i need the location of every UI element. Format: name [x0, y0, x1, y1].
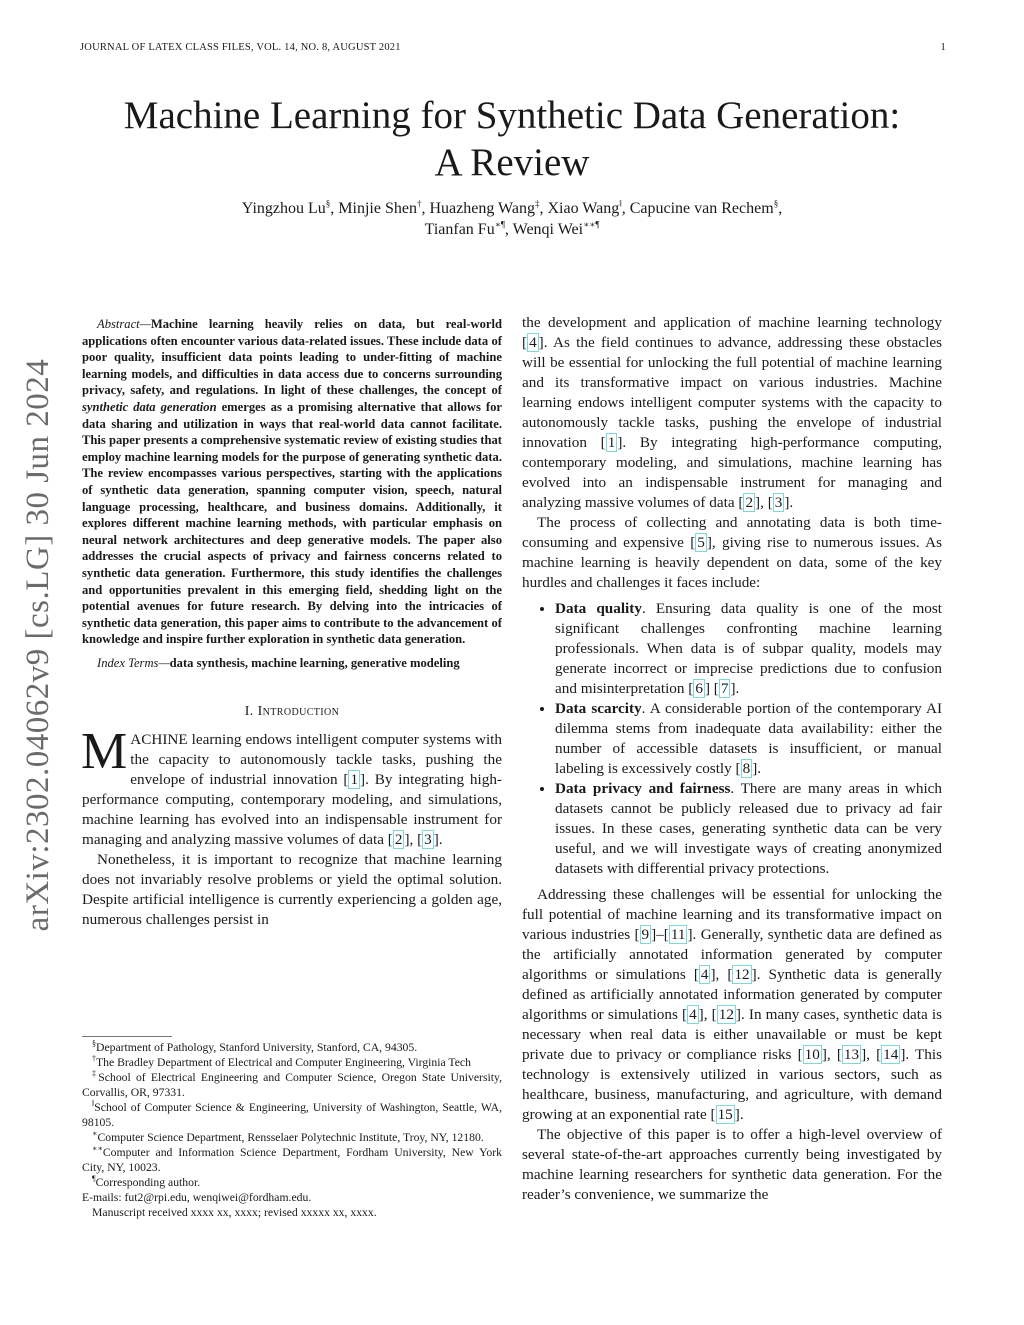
paragraph-text: . This technology is extensively utilized in various sectors, such as healthcare, business, manufacturing, and agriculture, with demand growing at an exponential rate: [522, 1046, 943, 1123]
citation-number[interactable]: 3: [424, 831, 432, 849]
citation-number[interactable]: 1: [607, 434, 616, 451]
footnote-emails: E-mails: fut2@rpi.edu, wenqiwei@fordham.edu.: [82, 1191, 312, 1204]
footnote: [82, 1040, 502, 1055]
footnote-text: School of Computer Science & Engineering, University of Washington, Seattle, WA, 98105.: [82, 1101, 502, 1129]
paragraph-text: Nonetheless, it is important to recognize that machine learning does not invariably resolve problems or yield the optimal solution. Despite artificial intelligence is currently experiencing a golden age, numerous challenges persist in: [82, 851, 502, 929]
citation-link[interactable]: [ 12 ]: [727, 966, 757, 983]
citation-number[interactable]: 8: [742, 760, 751, 777]
citation-link[interactable]: [ 3 ]: [767, 494, 790, 511]
separator: ,: [715, 966, 728, 983]
abstract-emphasis: synthetic data generation: [82, 399, 217, 414]
paragraph-text: . By integrating high-performance computing, contemporary modeling, and simulations, machine learning has evolved into an indispensable instrument for managing and analyzing massive volumes of data: [522, 434, 942, 511]
citation-number[interactable]: 2: [745, 494, 754, 511]
footnote-mark: ‡: [92, 1069, 99, 1079]
list-item-title: Data quality: [555, 600, 642, 617]
citation-number[interactable]: 2: [394, 831, 403, 849]
footnote-mark: ¶: [92, 1174, 96, 1184]
paragraph-text: Addressing these challenges will be essential for unlocking the full potential of machine learning and its transformative impact on various industries: [522, 886, 942, 943]
citation-link[interactable]: [ 10 ]: [797, 1046, 827, 1063]
footnote: [82, 1100, 502, 1130]
citation-number[interactable]: 10: [804, 1046, 820, 1063]
section-heading: [82, 704, 502, 720]
abstract-label: Abstract—: [97, 317, 151, 331]
list-item-text: . Ensuring data quality is one of the most significant challenges confronting machine learning professionals. When data is of subpar quality, models may generate incorrect or imprecise predictions due to confusion and misinterpretation: [555, 600, 942, 697]
citation-link[interactable]: [ 9 ]: [634, 926, 657, 943]
citation-link[interactable]: [ 13 ]: [836, 1046, 867, 1063]
citation-number[interactable]: 4: [700, 966, 709, 983]
citation-number[interactable]: 14: [883, 1046, 899, 1063]
abstract-text-2: emerges as a promising alternative that allows for data sharing and utilization in ways that real-world data cannot facilitate. This paper presents a comprehensive systematic review of existing studies that employ machine learning models for the purpose of generating synthetic data. The review encompasses various perspectives, starting with the applications of synthetic data generation, spanning computer vision, speech, natural language processing, healthcare, and business domains. Additionally, it explores different machine learning methods, with particular emphasis on neural network architectures and deep generative models. The paper also addresses the crucial aspects of privacy and fairness concerns related to synthetic data generation. Furthermore, this study identifies the challenges and opportunities prevalent in this emerging field, shedding light on the potential avenues for future research. By delving into the intricacies of synthetic data generation, this paper aims to contribute to the advancement of knowledge and inspire further exploration in synthetic data generation.: [82, 399, 502, 647]
punctuation: .: [438, 831, 443, 849]
paragraph: [522, 513, 942, 593]
index-terms: [82, 655, 502, 672]
author: Minjie Shen: [338, 200, 417, 217]
footnote: [82, 1070, 502, 1100]
challenge-list: [522, 599, 942, 879]
list-item-title: Data privacy and fairness: [555, 780, 731, 797]
list-item: [555, 699, 942, 779]
list-item-title: Data scarcity: [555, 700, 642, 717]
citation-link[interactable]: [ 2 ]: [387, 831, 410, 849]
citation-link[interactable]: [ 14 ]: [876, 1046, 906, 1063]
list-item-text: . A considerable portion of the contemporary AI dilemma stems from inadequate data availability: either the number of accessible datasets is insufficient, or manual labeling is excessively costly: [555, 700, 942, 777]
abstract: [82, 316, 502, 671]
abstract-text-1: Machine learning heavily relies on data, but real-world applications often encounter various data-related issues. These include data of poor quality, insufficient data points leading to under-fitting of machine learning models, and difficulties in data access due to concerns surrounding privacy, safety, and regulations. In light of these challenges, the concept of: [82, 317, 502, 398]
footnote-text: Department of Pathology, Stanford University, Stanford, CA, 94305.: [96, 1041, 418, 1054]
paragraph: [522, 1125, 942, 1205]
footnote-rule: [82, 1036, 172, 1037]
footnote-manuscript: Manuscript received xxxx xx, xxxx; revised xxxxx xx, xxxx.: [92, 1206, 377, 1219]
citation-link[interactable]: [ 1 ]: [600, 434, 623, 451]
introduction-body: [81, 723, 502, 930]
citation-number[interactable]: 12: [734, 966, 750, 983]
author-list: Yingzhou Lu§, Minjie Shen†, Huazheng Wang‡, Xiao Wang‖, Capucine van Rechem§, Tianfan Fu∗¶, Wenqi Wei∗∗¶: [241, 198, 783, 238]
paragraph-text: . By integrating high-performance computing, contemporary modeling, and simulations, machine learning has evolved into an indispensable instrument for managing and analyzing massive volumes of data: [82, 771, 502, 849]
dropcap: M: [81, 723, 128, 781]
author: Tianfan Fu: [424, 221, 495, 238]
footnote-text: Computer Science Department, Rensselaer Polytechnic Institute, Troy, NY, 12180.: [97, 1131, 484, 1144]
separator: ,: [866, 1046, 877, 1063]
citation-link[interactable]: [ 8 ]: [735, 760, 758, 777]
affiliation-mark: §: [325, 198, 331, 209]
paragraph-text: . Generally, synthetic data are defined as the artificially annotated information generated by computer algorithms or simulations: [522, 926, 942, 983]
author: Capucine van Rechem: [629, 200, 774, 217]
footnote-text: Computer and Information Science Department, Fordham University, New York City, NY, 10023.: [82, 1146, 502, 1174]
footnote-mark: ‖: [92, 1099, 95, 1109]
affiliation-mark: ∗∗¶: [583, 219, 600, 230]
citation-link[interactable]: [ 4 ]: [682, 1006, 704, 1023]
paragraph: [522, 313, 942, 513]
punctuation: .: [735, 680, 740, 697]
citation-link[interactable]: [ 3 ]: [417, 831, 439, 849]
footnote-text: Corresponding author.: [95, 1176, 201, 1189]
affiliation-mark: †: [416, 198, 422, 209]
author: Xiao Wang: [547, 200, 620, 217]
affiliation-mark: ‖: [619, 198, 622, 209]
footnote: [82, 1175, 502, 1190]
citation-number[interactable]: 6: [695, 680, 703, 697]
citation-number[interactable]: 4: [689, 1006, 697, 1023]
citation-number[interactable]: 7: [720, 680, 729, 697]
footnote: [82, 1145, 502, 1175]
list-item: [555, 599, 942, 699]
footnotes: [82, 1040, 502, 1220]
paragraph: [522, 885, 942, 1125]
paragraph: [82, 850, 502, 930]
footnote-mark: †: [92, 1054, 96, 1064]
citation-number[interactable]: 1: [350, 771, 359, 789]
paragraph-text: The process of collecting and annotating data is both time-consuming and expensive: [522, 514, 942, 551]
punctuation: .: [789, 494, 794, 511]
citation-number[interactable]: 3: [774, 494, 783, 511]
paragraph-text: ACHINE learning endows intelligent computer systems with the capacity to autonomously tackle tasks, pushing the envelope of industrial innovation: [130, 731, 502, 789]
citation-link[interactable]: [ 11 ]: [663, 926, 693, 943]
arxiv-identifier[interactable]: arXiv:2302.04062v9 [cs.LG] 30 Jun 2024: [20, 358, 56, 932]
citation-number[interactable]: 5: [697, 534, 705, 551]
paragraph-text: . As the field continues to advance, addressing these obstacles will be essential for unlocking the full potential of machine learning and its transformative impact on various industries. Machine learning endows intelligent computer systems with the capacity to autonomously tackle tasks, pushing the envelope of industrial innovation: [522, 334, 942, 451]
footnote-text: The Bradley Department of Electrical and Computer Engineering, Virginia Tech: [96, 1056, 471, 1069]
author: Yingzhou Lu: [241, 200, 326, 217]
author: Huazheng Wang: [429, 200, 535, 217]
citation-number[interactable]: 12: [718, 1006, 734, 1023]
footnote: [82, 1055, 502, 1070]
citation-link[interactable]: [ 12 ]: [711, 1006, 741, 1023]
citation-link[interactable]: [ 7 ]: [713, 680, 736, 697]
running-head: [80, 42, 946, 53]
list-item: [555, 779, 942, 879]
paper-title: [60, 92, 964, 186]
separator: ,: [760, 494, 768, 511]
paragraph-text: , giving rise to numerous issues. As machine learning is heavily dependent on data, some of the key hurdles and challenges it faces include:: [522, 534, 943, 591]
paragraph: [81, 723, 502, 850]
left-column: [82, 316, 502, 930]
separator: –: [656, 926, 664, 943]
citation-number[interactable]: 15: [717, 1106, 733, 1123]
separator: ,: [703, 1006, 712, 1023]
citation-number[interactable]: 13: [843, 1046, 860, 1063]
citation-number[interactable]: 11: [670, 926, 686, 943]
right-column: [522, 313, 942, 1205]
page-number: 1: [940, 42, 946, 53]
paragraph-text: . Synthetic data is generally defined as artificially annotated information generated by computer algorithms or simulations: [522, 966, 943, 1023]
citation-number[interactable]: 4: [529, 334, 537, 351]
citation-link[interactable]: [ 5 ]: [690, 534, 712, 551]
title-line-1: Machine Learning for Synthetic Data Generation:: [123, 94, 901, 137]
section-title: Introduction: [257, 704, 340, 720]
paragraph-text: the development and application of machine learning technology: [522, 314, 942, 331]
paragraph-text: The objective of this paper is to offer a high-level overview of several state-of-the-art approaches currently being investigated by machine learning researchers for synthetic data generation. For the reader’s convenience, we summarize the: [522, 1126, 942, 1203]
separator: ,: [409, 831, 418, 849]
citation-link[interactable]: [ 15 ]: [710, 1106, 740, 1123]
separator: ,: [826, 1046, 837, 1063]
footnote-mark: ∗: [92, 1129, 98, 1139]
punctuation: .: [739, 1106, 744, 1123]
citation-link[interactable]: [ 1 ]: [343, 771, 366, 789]
footnote-mark: ∗∗: [92, 1144, 103, 1154]
affiliation-mark: §: [773, 198, 779, 209]
footnote-mark: §: [92, 1039, 96, 1049]
index-terms-text: data synthesis, machine learning, generative modeling: [169, 655, 460, 670]
affiliation-mark: ‡: [534, 198, 540, 209]
citation-link[interactable]: [ 6 ]: [688, 680, 710, 697]
author: Wenqi Wei: [512, 221, 584, 238]
citation-number[interactable]: 9: [641, 926, 650, 943]
punctuation: .: [757, 760, 762, 777]
section-numeral: I.: [244, 704, 258, 720]
affiliation-mark: ∗¶: [494, 219, 505, 230]
footnote-text: School of Electrical Engineering and Computer Science, Oregon State University, Corvallis, OR, 97331.: [82, 1071, 502, 1099]
citation-link[interactable]: [ 4 ]: [693, 966, 716, 983]
paragraph-text: . In many cases, synthetic data is necessary when real data is either unavailable or must be kept private due to privacy or compliance risks: [522, 1006, 942, 1063]
citation-link[interactable]: [ 2 ]: [738, 494, 761, 511]
footnote: [82, 1130, 502, 1145]
title-line-2: A Review: [434, 141, 590, 184]
list-item-text: . There are many areas in which datasets cannot be publicly released due to privacy ad fair issues. In these cases, generating synthetic data can be very useful, and we will investigate ways of creating anonymized datasets with differential privacy protections.: [555, 780, 942, 877]
citation-link[interactable]: [ 4 ]: [522, 334, 544, 351]
running-head-text: JOURNAL OF LATEX CLASS FILES, VOL. 14, NO. 8, AUGUST 2021: [80, 42, 401, 53]
index-terms-label: Index Terms—: [97, 655, 170, 670]
